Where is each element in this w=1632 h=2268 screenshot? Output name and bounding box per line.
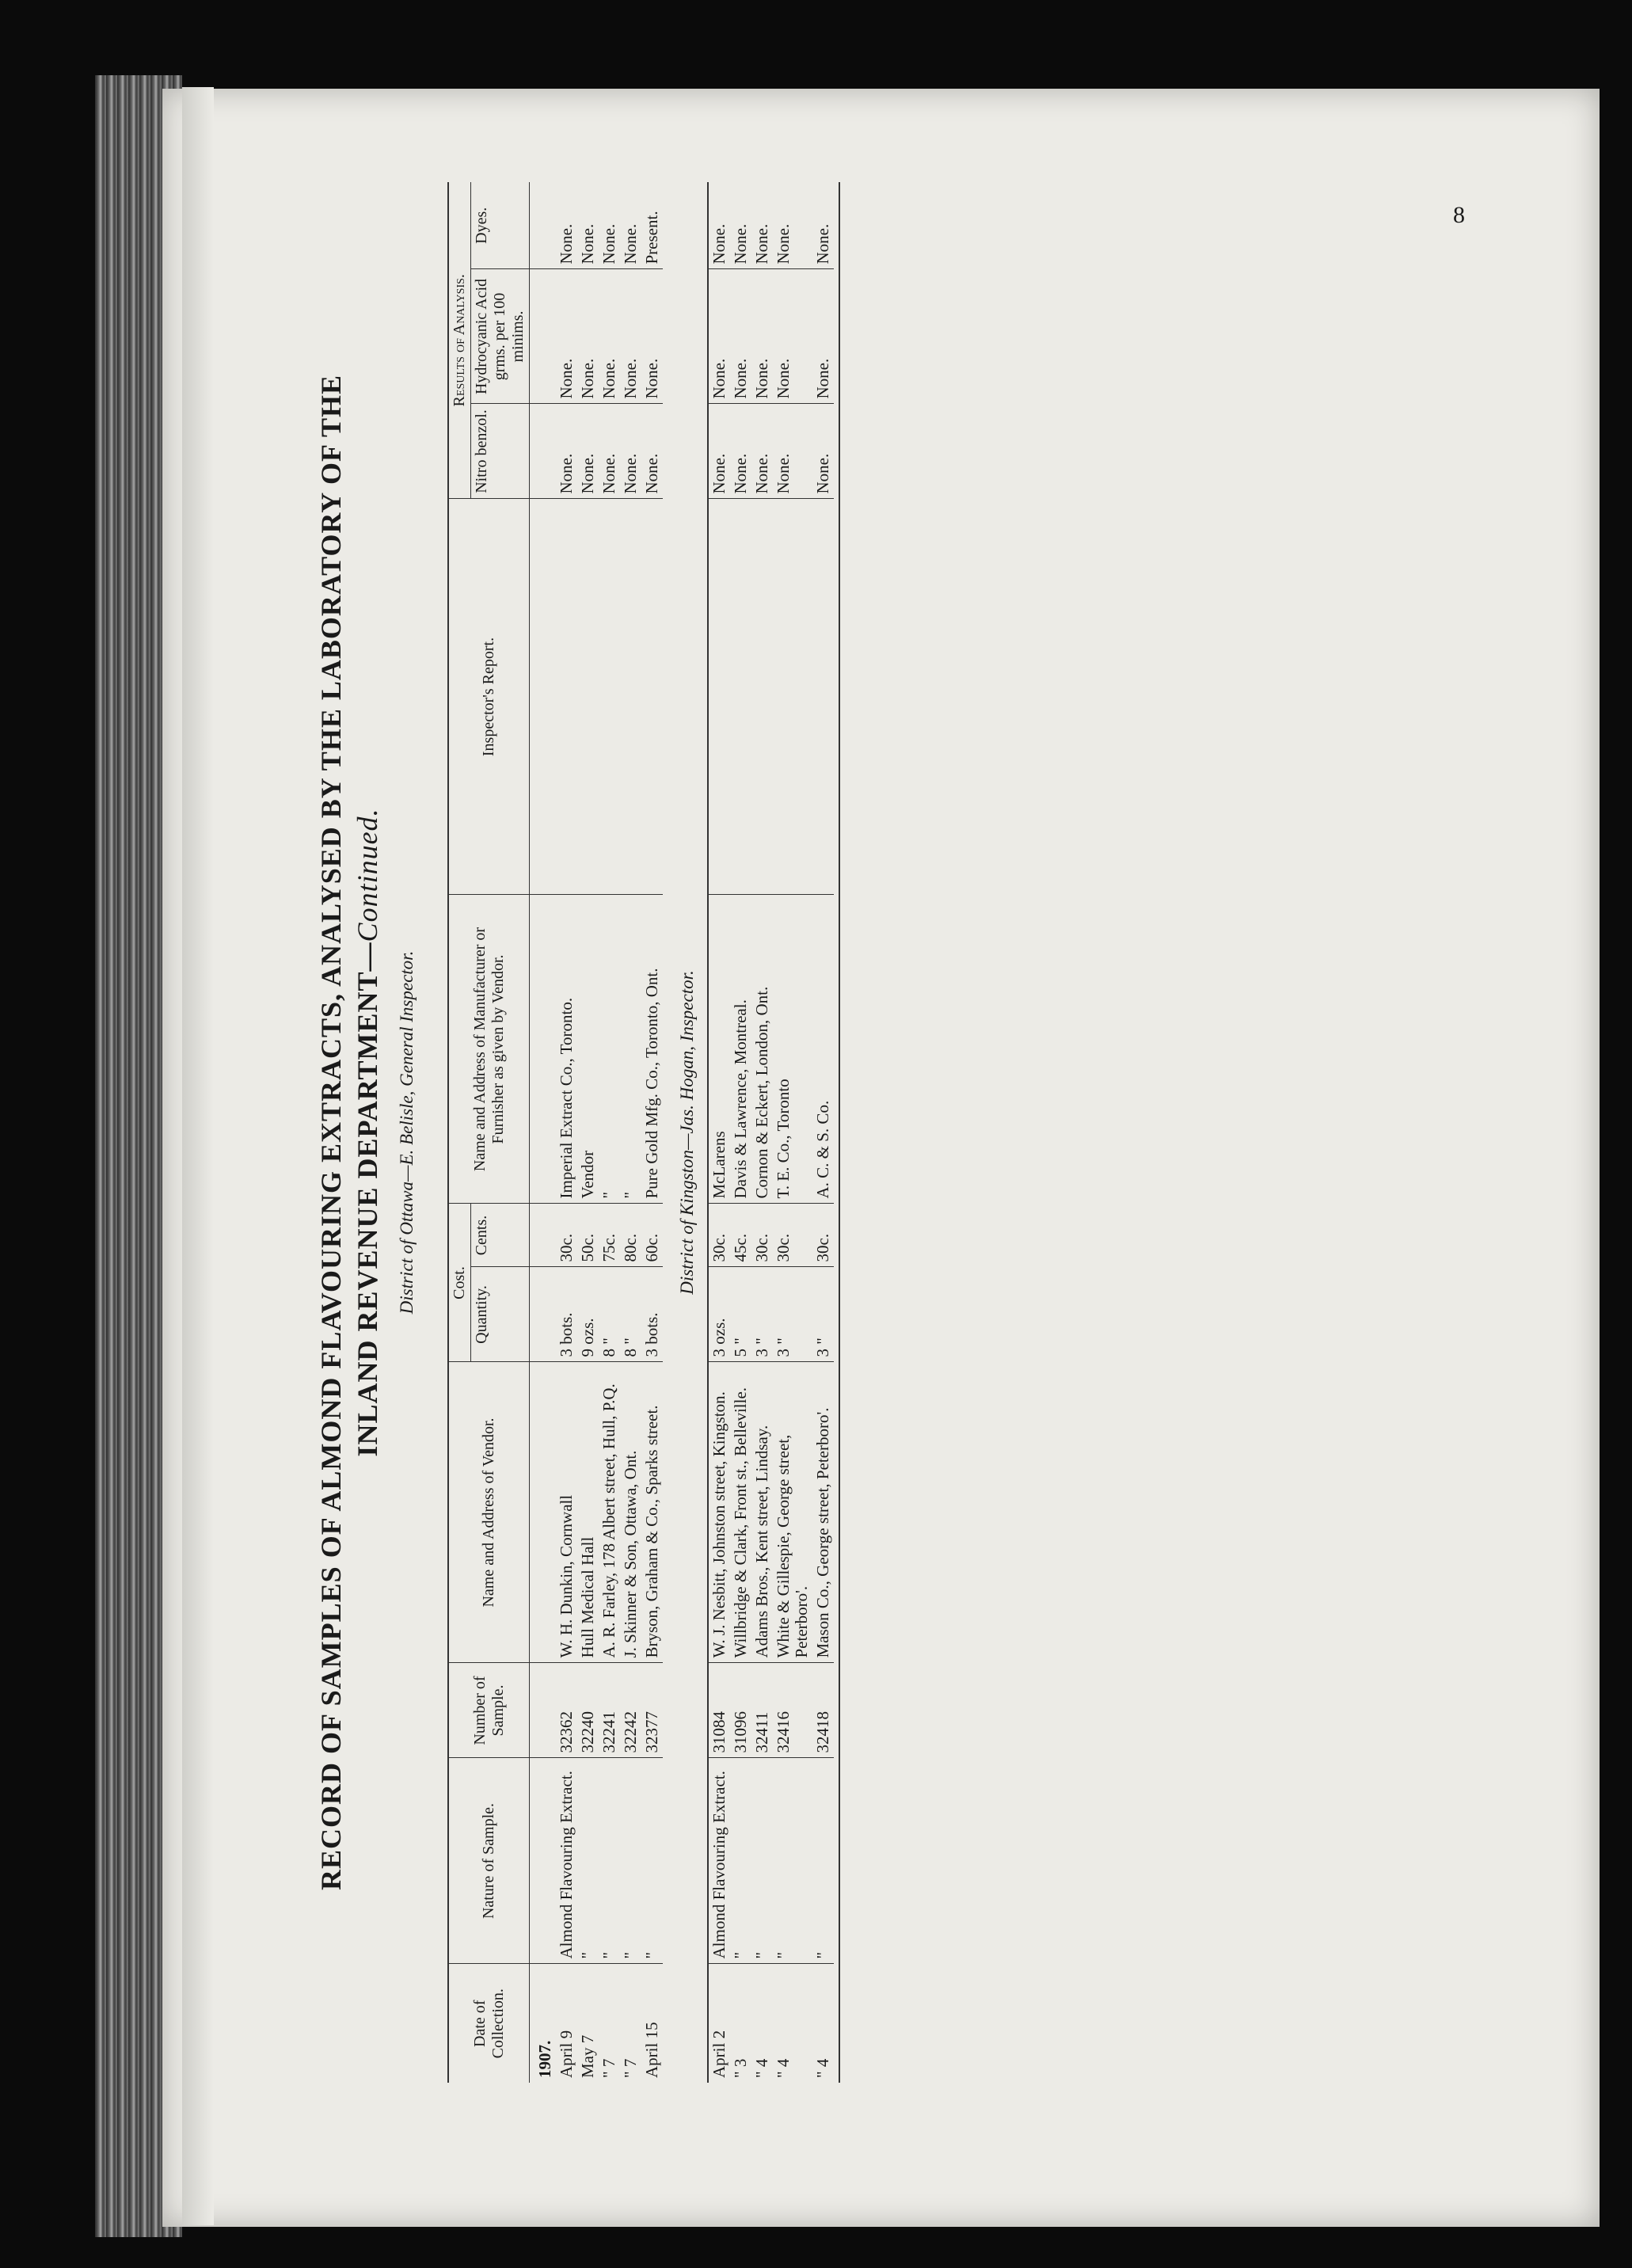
cents-cell: 50c. xyxy=(577,1204,599,1267)
bottom-rule xyxy=(839,182,840,2083)
report-cell xyxy=(708,499,730,895)
nitro-cell: None. xyxy=(599,404,620,499)
number-cell: 32416 xyxy=(773,1663,812,1758)
nitro-cell: None. xyxy=(641,404,663,499)
quantity-cell: 3 " xyxy=(773,1267,812,1362)
year-label: 1907. xyxy=(530,1964,557,2083)
header-report: Inspector's Report. xyxy=(448,499,530,895)
report-cell xyxy=(556,499,577,895)
number-cell: 32240 xyxy=(577,1663,599,1758)
manufacturer-cell: T. E. Co., Toronto xyxy=(773,895,812,1204)
nature-cell: " xyxy=(751,1758,773,1964)
nature-cell: " xyxy=(620,1758,641,1964)
date-cell: May 7 xyxy=(577,1964,599,2083)
nature-cell: " xyxy=(599,1758,620,1964)
vendor-cell: Mason Co., George street, Peterboro'. xyxy=(812,1362,834,1663)
nature-cell: " xyxy=(773,1758,812,1964)
number-cell: 32362 xyxy=(556,1663,577,1758)
report-cell xyxy=(812,499,834,895)
cents-cell: 30c. xyxy=(751,1204,773,1267)
date-cell: April 2 xyxy=(708,1964,730,2083)
header-cents: Cents. xyxy=(471,1204,530,1267)
title-line-1: RECORD OF SAMPLES OF ALMOND FLAVOURING EXTRACTS, ANALYSED BY THE LABORATORY OF THE xyxy=(315,375,347,1890)
cents-cell: 45c. xyxy=(730,1204,751,1267)
table-row xyxy=(751,182,773,2083)
hydro-cell: None. xyxy=(708,269,730,404)
quantity-cell: 3 bots. xyxy=(556,1267,577,1362)
header-number: Number of Sample. xyxy=(448,1663,530,1758)
cents-cell: 30c. xyxy=(812,1204,834,1267)
cents-cell: 30c. xyxy=(708,1204,730,1267)
manufacturer-cell: " xyxy=(599,895,620,1204)
date-cell: April 15 xyxy=(641,1964,663,2083)
number-cell: 32377 xyxy=(641,1663,663,1758)
section-kingston xyxy=(708,182,834,2083)
vendor-cell: Willbridge & Clark, Front st., Belleville. xyxy=(730,1362,751,1663)
number-cell: 31084 xyxy=(708,1663,730,1758)
vendor-cell: White & Gillespie, George street, Peterboro'. xyxy=(773,1362,812,1663)
header-date: Date of Collection. xyxy=(448,1964,530,2083)
nitro-cell: None. xyxy=(708,404,730,499)
manufacturer-cell: Pure Gold Mfg. Co., Toronto, Ont. xyxy=(641,895,663,1204)
section-ottawa xyxy=(530,182,664,2083)
nitro-cell: None. xyxy=(773,404,812,499)
cents-cell: 30c. xyxy=(773,1204,812,1267)
title-line-2: INLAND REVENUE DEPARTMENT—Continued. xyxy=(352,808,383,1457)
nitro-cell: None. xyxy=(751,404,773,499)
hydro-cell: None. xyxy=(577,269,599,404)
quantity-cell: 8 " xyxy=(620,1267,641,1362)
date-cell: " 4 xyxy=(751,1964,773,2083)
title-continued: Continued. xyxy=(352,808,383,942)
nitro-cell: None. xyxy=(730,404,751,499)
number-cell: 32241 xyxy=(599,1663,620,1758)
number-cell: 32242 xyxy=(620,1663,641,1758)
report-cell xyxy=(599,499,620,895)
hydro-cell: None. xyxy=(620,269,641,404)
table-row xyxy=(708,182,730,2083)
hydro-cell: None. xyxy=(773,269,812,404)
nature-cell: " xyxy=(730,1758,751,1964)
table-row xyxy=(556,182,577,2083)
samples-table-kingston xyxy=(707,182,834,2083)
manufacturer-cell: McLarens xyxy=(708,895,730,1204)
dyes-cell: None. xyxy=(752,223,771,264)
vendor-cell: W. J. Nesbitt, Johnston street, Kingston. xyxy=(708,1362,730,1663)
date-cell: " 3 xyxy=(730,1964,751,2083)
district-kingston: District of Kingston—Jas. Hogan, Inspector. xyxy=(677,970,697,1295)
hydro-cell: None. xyxy=(556,269,577,404)
quantity-cell: 3 " xyxy=(751,1267,773,1362)
dyes-cell: None. xyxy=(731,223,750,264)
vendor-cell: Hull Medical Hall xyxy=(577,1362,599,1663)
nature-cell: " xyxy=(577,1758,599,1964)
manufacturer-cell: " xyxy=(620,895,641,1204)
date-cell: " 4 xyxy=(773,1964,812,2083)
vendor-cell: W. H. Dunkin, Cornwall xyxy=(556,1362,577,1663)
table-row xyxy=(812,182,834,2083)
cents-cell: 60c. xyxy=(641,1204,663,1267)
vendor-cell: Bryson, Graham & Co., Sparks street. xyxy=(641,1362,663,1663)
manufacturer-cell: Vendor xyxy=(577,895,599,1204)
quantity-cell: 5 " xyxy=(730,1267,751,1362)
number-cell: 32418 xyxy=(812,1663,834,1758)
report-cell xyxy=(620,499,641,895)
manufacturer-cell: A. C. & S. Co. xyxy=(812,895,834,1204)
cents-cell: 30c. xyxy=(556,1204,577,1267)
header-cost: Cost. xyxy=(448,1204,471,1362)
quantity-cell: 3 bots. xyxy=(641,1267,663,1362)
samples-table xyxy=(447,182,663,2083)
cents-cell: 80c. xyxy=(620,1204,641,1267)
dyes-cell: None. xyxy=(557,223,576,264)
nitro-cell: None. xyxy=(812,404,834,499)
report-cell xyxy=(577,499,599,895)
rotated-content xyxy=(313,182,1524,2083)
hydro-cell: None. xyxy=(599,269,620,404)
header-quantity: Quantity. xyxy=(471,1267,530,1362)
nitro-cell: None. xyxy=(620,404,641,499)
dyes-cell: None. xyxy=(621,223,640,264)
header-nitro: Nitro benzol. xyxy=(471,404,530,499)
date-cell: " 4 xyxy=(812,1964,834,2083)
page-edge xyxy=(182,87,214,2225)
quantity-cell: 3 " xyxy=(812,1267,834,1362)
header-hydrocyanic: Hydrocyanic Acid grms. per 100 minims. xyxy=(471,269,530,404)
table-header xyxy=(448,182,530,2083)
page-title xyxy=(313,182,386,2083)
hydro-cell: None. xyxy=(751,269,773,404)
manufacturer-cell: Imperial Extract Co., Toronto. xyxy=(556,895,577,1204)
table-row xyxy=(773,182,812,2083)
report-cell xyxy=(773,499,812,895)
date-cell: " 7 xyxy=(620,1964,641,2083)
manufacturer-cell: Davis & Lawrence, Montreal. xyxy=(730,895,751,1204)
table-row xyxy=(599,182,620,2083)
header-results: Results of Analysis. xyxy=(448,182,471,499)
district-ottawa: District of Ottawa—E. Belisle, General Inspector. xyxy=(397,950,417,1315)
dyes-cell: None. xyxy=(578,223,597,264)
page-number: 8 xyxy=(1453,202,1465,228)
number-cell: 32411 xyxy=(751,1663,773,1758)
hydro-cell: None. xyxy=(641,269,663,404)
report-cell xyxy=(751,499,773,895)
nature-cell: " xyxy=(641,1758,663,1964)
header-vendor: Name and Address of Vendor. xyxy=(448,1362,530,1663)
dyes-cell: None. xyxy=(813,223,832,264)
date-cell: April 9 xyxy=(556,1964,577,2083)
hydro-cell: None. xyxy=(730,269,751,404)
date-cell: " 7 xyxy=(599,1964,620,2083)
dyes-cell: Present. xyxy=(642,211,661,264)
manufacturer-cell: Cornon & Eckert, London, Ont. xyxy=(751,895,773,1204)
header-manufacturer: Name and Address of Manufacturer or Furnisher as given by Vendor. xyxy=(448,895,530,1204)
nitro-cell: None. xyxy=(556,404,577,499)
number-cell: 31096 xyxy=(730,1663,751,1758)
table-row xyxy=(577,182,599,2083)
dyes-cell: None. xyxy=(709,223,729,264)
quantity-cell: 3 ozs. xyxy=(708,1267,730,1362)
table-row xyxy=(730,182,751,2083)
quantity-cell: 9 ozs. xyxy=(577,1267,599,1362)
quantity-cell: 8 " xyxy=(599,1267,620,1362)
nature-cell: Almond Flavouring Extract. xyxy=(556,1758,577,1964)
vendor-cell: Adams Bros., Kent street, Lindsay. xyxy=(751,1362,773,1663)
vendor-cell: A. R. Farley, 178 Albert street, Hull, P.Q. xyxy=(599,1362,620,1663)
nature-cell: " xyxy=(812,1758,834,1964)
vendor-cell: J. Skinner & Son, Ottawa, Ont. xyxy=(620,1362,641,1663)
nature-cell: Almond Flavouring Extract. xyxy=(708,1758,730,1964)
dyes-cell: None. xyxy=(599,223,618,264)
report-cell xyxy=(730,499,751,895)
cents-cell: 75c. xyxy=(599,1204,620,1267)
header-nature: Nature of Sample. xyxy=(448,1758,530,1964)
dyes-cell: None. xyxy=(774,223,793,264)
header-dyes: Dyes. xyxy=(471,182,530,269)
table-row xyxy=(641,182,663,2083)
nitro-cell: None. xyxy=(577,404,599,499)
report-cell xyxy=(641,499,663,895)
hydro-cell: None. xyxy=(812,269,834,404)
table-row xyxy=(620,182,641,2083)
